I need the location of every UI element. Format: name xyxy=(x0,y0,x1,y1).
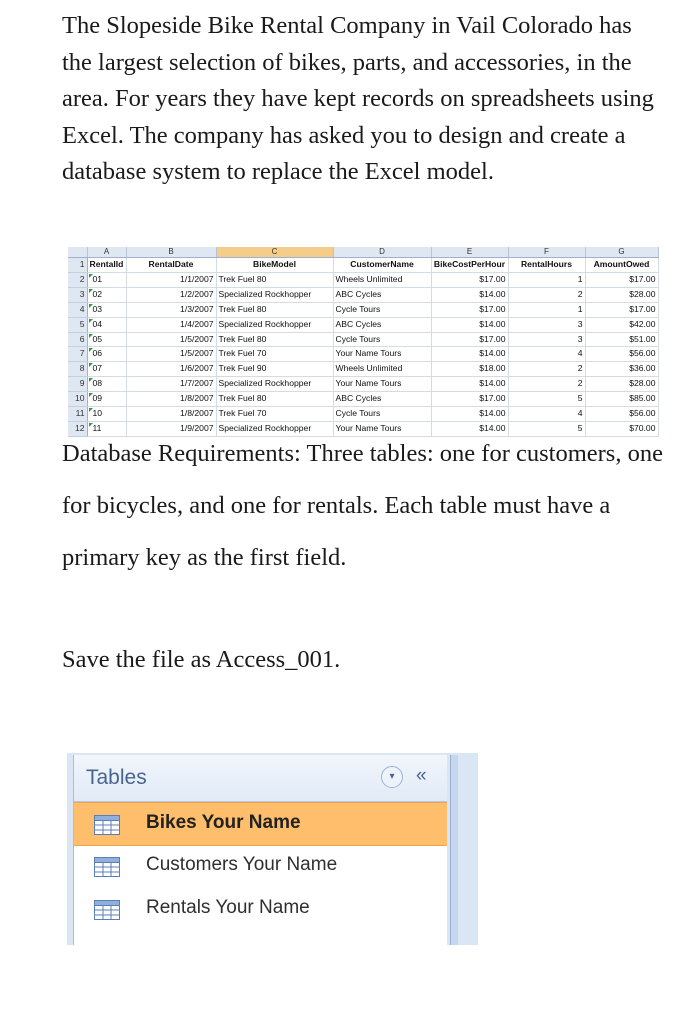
select-all-corner[interactable] xyxy=(68,247,87,258)
sheet-cell[interactable]: 11 xyxy=(87,421,126,436)
collapse-pane-icon[interactable]: « xyxy=(416,765,427,786)
sheet-cell[interactable]: 1/2/2007 xyxy=(126,287,216,302)
sheet-cell[interactable]: 1/8/2007 xyxy=(126,392,216,407)
column-letter-c[interactable]: C xyxy=(216,247,333,258)
sheet-cell[interactable]: Trek Fuel 80 xyxy=(216,272,333,287)
sheet-cell[interactable]: $56.00 xyxy=(585,347,658,362)
intro-paragraph: The Slopeside Bike Rental Company in Vail Colorado has the largest selection of bikes, parts, and accessories, in the area. For years they have kept records on spreadsheets using Excel. The company has asked you to design and create a database system to replace the Excel model. xyxy=(62,12,654,186)
row-number[interactable]: 9 xyxy=(68,377,87,392)
column-letter-d[interactable]: D xyxy=(333,247,431,258)
sheet-cell[interactable]: 1/5/2007 xyxy=(126,332,216,347)
access-navigation-pane xyxy=(67,753,478,945)
sheet-cell[interactable]: $56.00 xyxy=(585,407,658,422)
dropdown-icon[interactable]: ▾ xyxy=(381,766,403,788)
sheet-cell[interactable]: Your Name Tours xyxy=(333,347,431,362)
table-icon xyxy=(94,857,120,882)
row-number[interactable]: 7 xyxy=(68,347,87,362)
sheet-cell[interactable]: 4 xyxy=(508,407,585,422)
sheet-cell[interactable]: 2 xyxy=(508,287,585,302)
sheet-cell[interactable]: 4 xyxy=(508,347,585,362)
sheet-cell[interactable]: Trek Fuel 80 xyxy=(216,392,333,407)
sheet-cell[interactable]: 1/5/2007 xyxy=(126,347,216,362)
sheet-cell[interactable]: 1/8/2007 xyxy=(126,407,216,422)
sheet-cell[interactable]: 1/6/2007 xyxy=(126,362,216,377)
sheet-cell[interactable]: Specialized Rockhopper xyxy=(216,317,333,332)
column-header-cell[interactable]: BikeModel xyxy=(216,258,333,273)
column-letter-a[interactable]: A xyxy=(87,247,126,258)
sheet-cell[interactable]: $17.00 xyxy=(585,272,658,287)
workspace-edge xyxy=(458,753,478,945)
sheet-row xyxy=(68,362,658,377)
sheet-row xyxy=(68,407,658,422)
table-icon xyxy=(94,900,120,925)
sheet-row xyxy=(68,332,658,347)
sheet-cell[interactable]: $14.00 xyxy=(431,407,508,422)
sheet-cell[interactable]: Specialized Rockhopper xyxy=(216,377,333,392)
sheet-row xyxy=(68,287,658,302)
sheet-cell[interactable]: 1 xyxy=(508,302,585,317)
sheet-cell[interactable]: 3 xyxy=(508,317,585,332)
sheet-cell[interactable]: ABC Cycles xyxy=(333,317,431,332)
sheet-cell[interactable]: $42.00 xyxy=(585,317,658,332)
sheet-row xyxy=(68,317,658,332)
row-number[interactable]: 3 xyxy=(68,287,87,302)
sheet-row xyxy=(68,377,658,392)
row-number[interactable]: 11 xyxy=(68,407,87,422)
sheet-cell[interactable]: 02 xyxy=(87,287,126,302)
column-header-cell[interactable]: AmountOwed xyxy=(585,258,658,273)
row-number[interactable]: 4 xyxy=(68,302,87,317)
nav-table-label: Rentals Your Name xyxy=(146,897,310,918)
sheet-cell[interactable]: $17.00 xyxy=(585,302,658,317)
sheet-cell[interactable]: 1/7/2007 xyxy=(126,377,216,392)
column-header-cell[interactable]: RentalDate xyxy=(126,258,216,273)
nav-table-item[interactable] xyxy=(74,888,447,930)
column-letter-g[interactable]: G xyxy=(585,247,658,258)
column-letter-f[interactable]: F xyxy=(508,247,585,258)
nav-table-item[interactable] xyxy=(74,802,447,846)
sheet-cell[interactable]: $14.00 xyxy=(431,287,508,302)
sheet-cell[interactable]: $18.00 xyxy=(431,362,508,377)
sheet-cell[interactable]: Cycle Tours xyxy=(333,407,431,422)
row-number[interactable]: 1 xyxy=(68,258,87,273)
sheet-cell[interactable]: 5 xyxy=(508,392,585,407)
sheet-cell[interactable]: Cycle Tours xyxy=(333,302,431,317)
save-instruction: Save the file as Access_001. xyxy=(62,646,341,673)
sheet-cell[interactable]: 03 xyxy=(87,302,126,317)
sheet-row xyxy=(68,302,658,317)
column-letter-e[interactable]: E xyxy=(431,247,508,258)
sheet-cell[interactable]: $17.00 xyxy=(431,302,508,317)
database-requirements: Database Requirements: Three tables: one for customers, one for bicycles, and one for rentals. Each table must have a primary key as the first field. xyxy=(62,440,663,571)
sheet-cell[interactable]: 05 xyxy=(87,332,126,347)
sheet-cell[interactable]: $36.00 xyxy=(585,362,658,377)
sheet-cell[interactable]: $14.00 xyxy=(431,421,508,436)
column-header-cell[interactable]: CustomerName xyxy=(333,258,431,273)
row-number[interactable]: 10 xyxy=(68,392,87,407)
sheet-cell[interactable]: 08 xyxy=(87,377,126,392)
sheet-cell[interactable]: 07 xyxy=(87,362,126,377)
sheet-cell[interactable]: Specialized Rockhopper xyxy=(216,287,333,302)
nav-pane-title[interactable]: Tables xyxy=(86,766,147,789)
sheet-row xyxy=(68,272,658,287)
sheet-cell[interactable]: 01 xyxy=(87,272,126,287)
sheet-cell[interactable]: ABC Cycles xyxy=(333,392,431,407)
sheet-cell[interactable]: 04 xyxy=(87,317,126,332)
sheet-cell[interactable]: Your Name Tours xyxy=(333,377,431,392)
nav-pane-header xyxy=(74,755,447,802)
sheet-cell[interactable]: $28.00 xyxy=(585,377,658,392)
sheet-cell[interactable]: ABC Cycles xyxy=(333,287,431,302)
sheet-cell[interactable]: $85.00 xyxy=(585,392,658,407)
sheet-cell[interactable]: Trek Fuel 80 xyxy=(216,302,333,317)
row-number[interactable]: 12 xyxy=(68,421,87,436)
sheet-cell[interactable]: Your Name Tours xyxy=(333,421,431,436)
sheet-cell[interactable]: 09 xyxy=(87,392,126,407)
nav-table-label: Bikes Your Name xyxy=(146,812,301,833)
row-number[interactable]: 6 xyxy=(68,332,87,347)
sheet-cell[interactable]: Trek Fuel 80 xyxy=(216,332,333,347)
excel-spreadsheet xyxy=(68,247,658,437)
sheet-cell[interactable]: Specialized Rockhopper xyxy=(216,421,333,436)
column-header-cell[interactable]: RentalHours xyxy=(508,258,585,273)
nav-table-item[interactable] xyxy=(74,845,447,887)
nav-table-label: Customers Your Name xyxy=(146,854,338,875)
sheet-cell[interactable]: $17.00 xyxy=(431,392,508,407)
sheet-cell[interactable]: Trek Fuel 90 xyxy=(216,362,333,377)
sheet-cell[interactable]: 10 xyxy=(87,407,126,422)
sheet-cell[interactable]: $17.00 xyxy=(431,272,508,287)
sheet-cell[interactable]: Trek Fuel 70 xyxy=(216,407,333,422)
sheet-cell[interactable]: $51.00 xyxy=(585,332,658,347)
sheet-cell[interactable]: 2 xyxy=(508,377,585,392)
column-letter-b[interactable]: B xyxy=(126,247,216,258)
sheet-header-row xyxy=(68,258,658,273)
sheet-cell[interactable]: 2 xyxy=(508,362,585,377)
row-number[interactable]: 8 xyxy=(68,362,87,377)
sheet-cell[interactable]: Wheels Unlimited xyxy=(333,272,431,287)
column-header-cell[interactable]: BikeCostPerHour xyxy=(431,258,508,273)
sheet-cell[interactable]: 1/9/2007 xyxy=(126,421,216,436)
sheet-cell[interactable]: 1/4/2007 xyxy=(126,317,216,332)
table-icon xyxy=(94,815,120,840)
column-header-row xyxy=(68,247,658,258)
sheet-cell[interactable]: 5 xyxy=(508,421,585,436)
row-number[interactable]: 5 xyxy=(68,317,87,332)
sheet-cell[interactable]: $14.00 xyxy=(431,377,508,392)
sheet-cell[interactable]: 1/1/2007 xyxy=(126,272,216,287)
sheet-cell[interactable]: Cycle Tours xyxy=(333,332,431,347)
sheet-cell[interactable]: 06 xyxy=(87,347,126,362)
column-header-cell[interactable]: RentalId xyxy=(87,258,126,273)
sheet-cell[interactable]: Trek Fuel 70 xyxy=(216,347,333,362)
sheet-cell[interactable]: $14.00 xyxy=(431,347,508,362)
sheet-cell[interactable]: 1/3/2007 xyxy=(126,302,216,317)
sheet-cell[interactable]: 1 xyxy=(508,272,585,287)
sheet-cell[interactable]: $70.00 xyxy=(585,421,658,436)
row-number[interactable]: 2 xyxy=(68,272,87,287)
sheet-cell[interactable]: $14.00 xyxy=(431,317,508,332)
sheet-cell[interactable]: $17.00 xyxy=(431,332,508,347)
sheet-cell[interactable]: $28.00 xyxy=(585,287,658,302)
sheet-row xyxy=(68,392,658,407)
sheet-row xyxy=(68,347,658,362)
sheet-cell[interactable]: 3 xyxy=(508,332,585,347)
sheet-cell[interactable]: Wheels Unlimited xyxy=(333,362,431,377)
